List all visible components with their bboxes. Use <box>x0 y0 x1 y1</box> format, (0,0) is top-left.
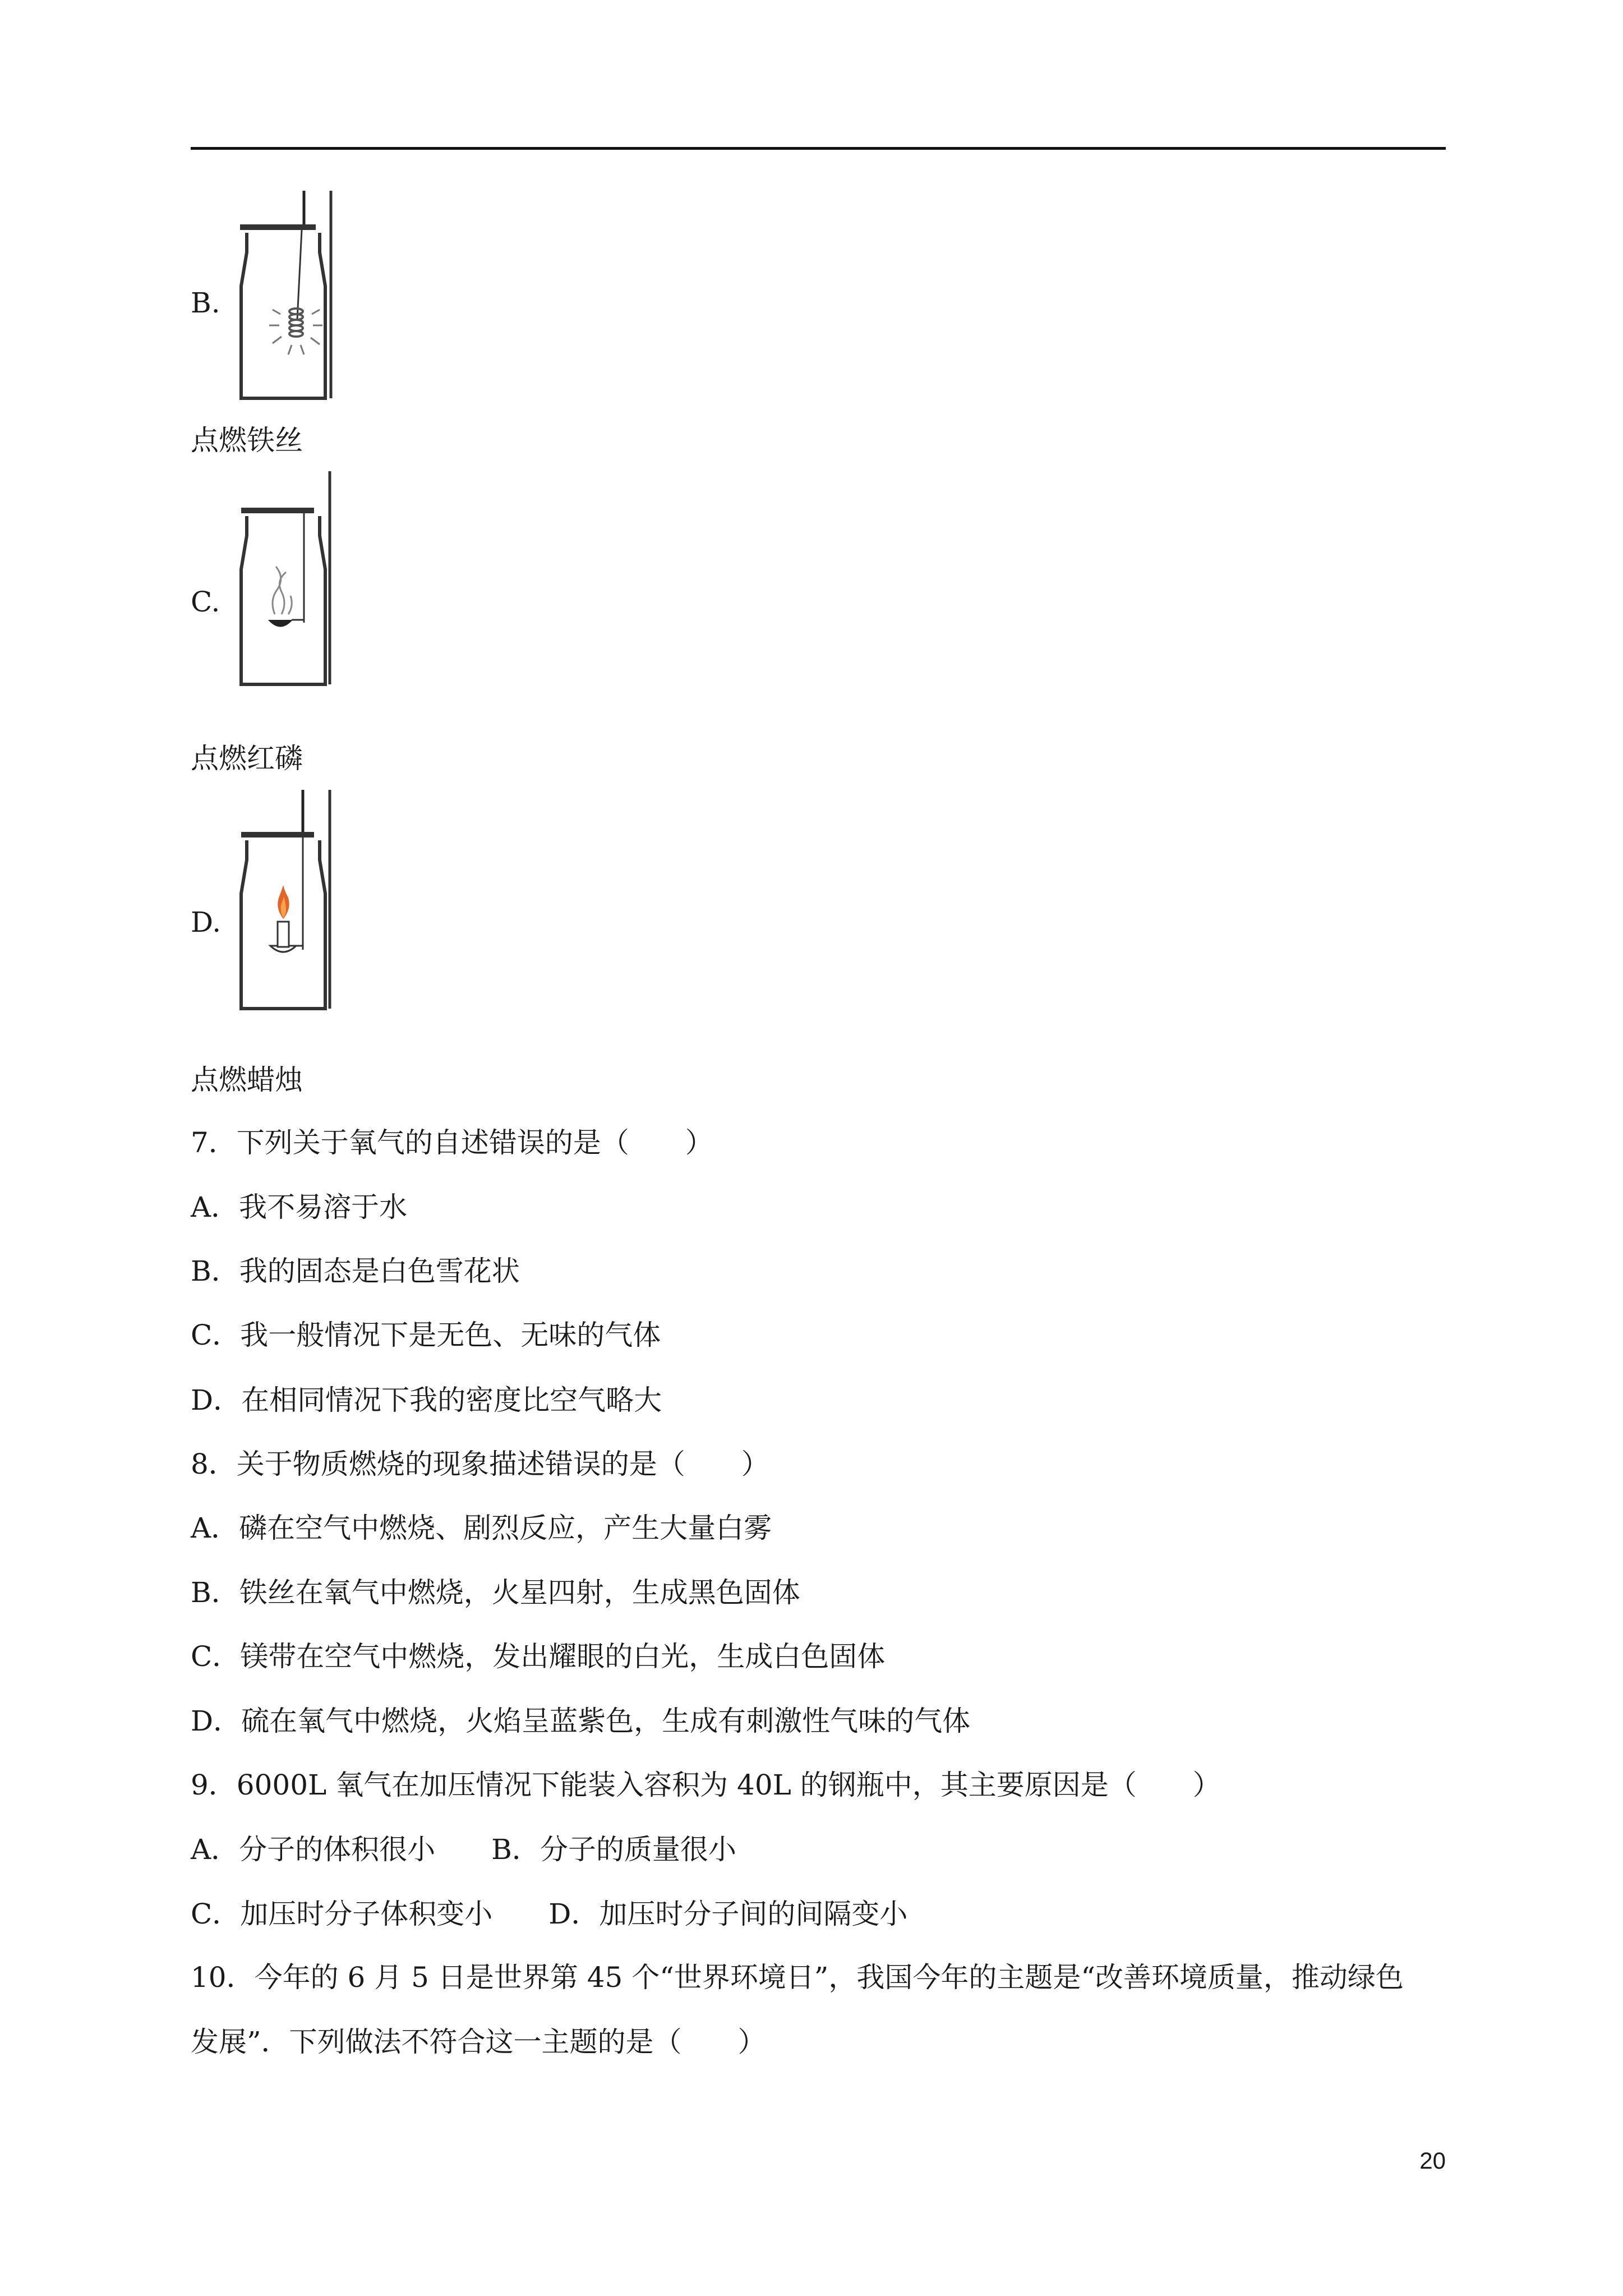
question-7-option-c: C．我一般情况下是无色、无味的气体 <box>191 1319 661 1351</box>
candle-burning-in-bottle-icon <box>236 790 336 1014</box>
question-10-stem-line1: 10．今年的 6 月 5 日是世界第 45 个“世界环境日”，我国今年的主题是“改善环境质量，推动绿色 <box>191 1961 1404 1994</box>
question-8-stem: 8．关于物质燃烧的现象描述错误的是（ ） <box>191 1448 769 1480</box>
question-9-options-ab: A．分子的体积很小 B．分子的质量很小 <box>191 1833 736 1866</box>
question-7-stem: 7．下列关于氧气的自述错误的是（ ） <box>191 1126 713 1159</box>
option-b-caption: 点燃铁丝 <box>191 424 303 457</box>
question-7-option-d: D．在相同情况下我的密度比空气略大 <box>191 1384 662 1416</box>
option-c-caption: 点燃红磷 <box>191 742 303 775</box>
question-9-options-cd: C．加压时分子体积变小 D．加压时分子间的间隔变小 <box>191 1898 908 1930</box>
question-8-option-a: A．磷在空气中燃烧、剧烈反应，产生大量白雾 <box>191 1512 772 1544</box>
page-number: 20 <box>1419 2147 1446 2174</box>
question-9-stem: 9．6000L 氧气在加压情况下能装入容积为 40L 的钢瓶中，其主要原因是（ ） <box>191 1769 1221 1801</box>
option-d-caption: 点燃蜡烛 <box>191 1064 303 1096</box>
iron-wire-burning-in-bottle-icon <box>236 191 336 404</box>
question-7-option-b: B．我的固态是白色雪花状 <box>191 1255 520 1287</box>
question-8-option-c: C．镁带在空气中燃烧，发出耀眼的白光，生成白色固体 <box>191 1640 886 1673</box>
option-c-letter: C. <box>191 586 220 618</box>
option-d-letter: D. <box>191 906 222 938</box>
red-phosphorus-burning-in-bottle-icon <box>236 471 336 690</box>
question-10-stem-line2: 发展”．下列做法不符合这一主题的是（ ） <box>191 2026 766 2058</box>
header-rule <box>191 147 1446 150</box>
question-7-option-a: A．我不易溶于水 <box>191 1191 408 1223</box>
question-8-option-b: B．铁丝在氧气中燃烧，火星四射，生成黑色固体 <box>191 1576 800 1609</box>
option-b-letter: B. <box>191 287 220 319</box>
question-8-option-d: D．硫在氧气中燃烧，火焰呈蓝紫色，生成有刺激性气味的气体 <box>191 1705 971 1737</box>
